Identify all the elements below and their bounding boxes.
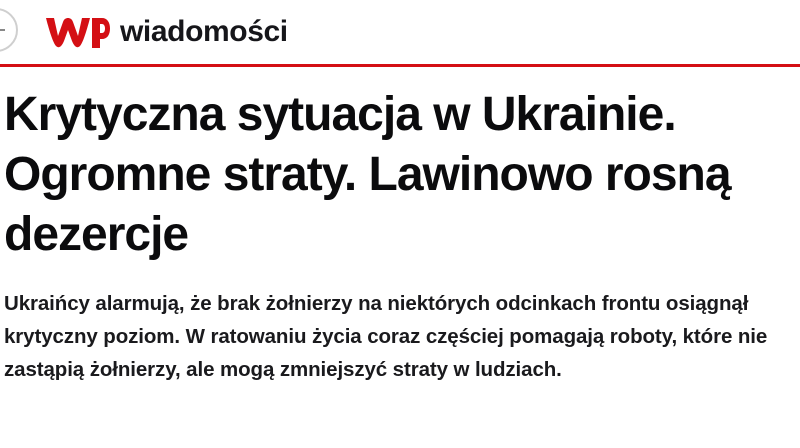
brand-link[interactable]: [44, 12, 288, 52]
article-body: [0, 67, 800, 387]
wp-logo-icon: [44, 12, 110, 52]
brand-name: wiadomości: [120, 15, 288, 48]
site-header: [0, 0, 800, 64]
back-arrow-icon: [0, 19, 7, 41]
back-button[interactable]: [0, 8, 18, 52]
article-headline: Krytyczna sytuacja w Ukrainie. Ogromne straty. Lawinowo rosną dezercje: [4, 88, 731, 261]
article-lead: Ukraińcy alarmują, że brak żołnierzy na niektórych odcinkach frontu osiągnął krytyczny poziom. W ratowaniu życia coraz częściej pomagają roboty, które nie zastąpią żołnierzy, ale mogą zmniejszyć straty w ludziach.: [4, 292, 768, 382]
